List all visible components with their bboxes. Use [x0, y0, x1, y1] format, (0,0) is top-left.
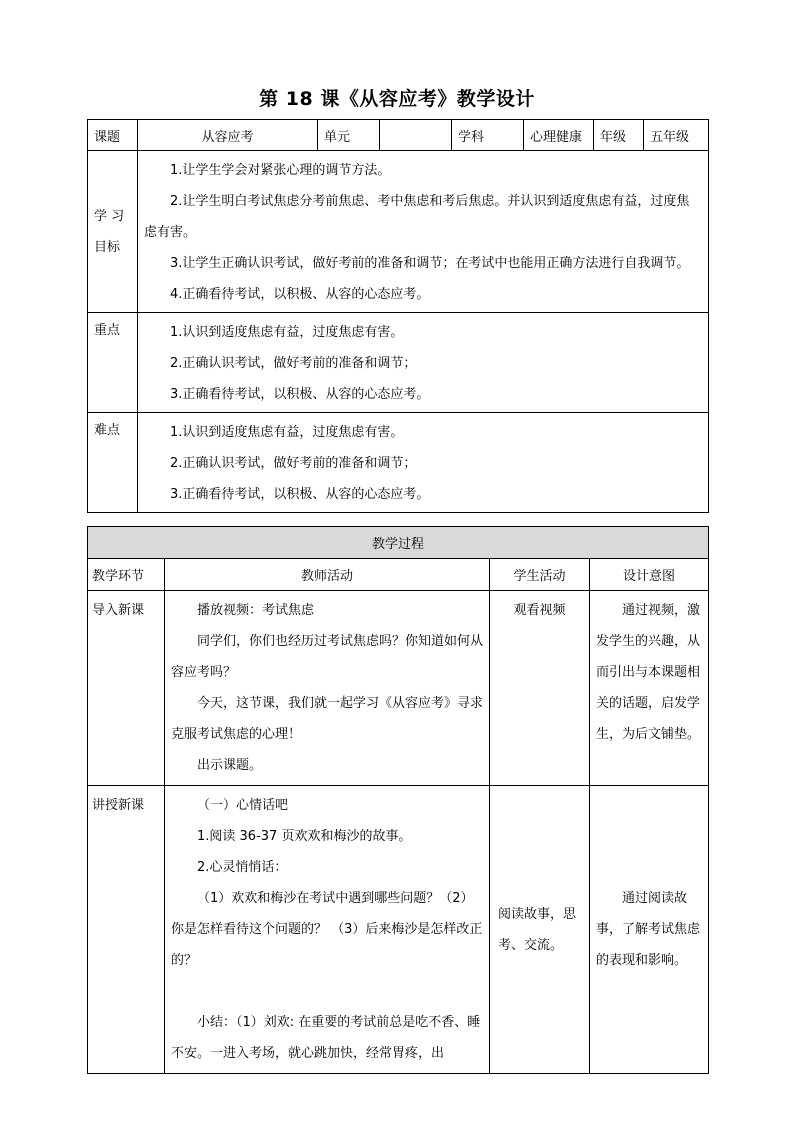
process-column-header	[88, 559, 709, 591]
objectives-label: 学 习 目标	[88, 151, 138, 313]
objectives-row	[88, 151, 709, 313]
column-teacher: 教师活动	[165, 559, 490, 591]
intro-stage: 导入新课	[88, 591, 165, 786]
lesson-label: 课题	[88, 120, 138, 151]
intro-teacher-line: 今天，这节课，我们就一起学习《从容应考》寻求克服考试焦虑的心理！	[171, 696, 484, 742]
key-point-item: 2.正确认识考试，做好考前的准备和调节；	[170, 356, 417, 371]
new-lesson-teacher-line: （1）欢欢和梅沙在考试中遇到哪些问题？（2）你是怎样看待这个问题的？ （3）后来梅沙是怎样改正的？	[171, 891, 483, 968]
new-lesson-stage: 讲授新课	[88, 786, 165, 1074]
column-stage: 教学环节	[88, 559, 165, 591]
new-lesson-teacher-line: 小结：（1）刘欢: 在重要的考试前总是吃不香、睡不安。一进入考场，就心跳加快，经常胃疼，出	[171, 1015, 481, 1061]
difficulty-item: 2.正确认识考试，做好考前的准备和调节；	[170, 456, 417, 471]
key-points-row	[88, 313, 709, 413]
objective-item: 4.正确看待考试，以积极、从容的心态应考。	[170, 287, 430, 302]
objective-item: 1.让学生学会对紧张心理的调节方法。	[170, 163, 391, 178]
intro-row	[88, 591, 709, 786]
intro-design-intent	[590, 591, 709, 786]
new-lesson-teacher-line	[171, 976, 483, 1007]
unit-value	[380, 120, 452, 151]
objectives-content	[138, 151, 709, 313]
intro-intent-text: 通过视频，激发学生的兴趣，从而引出与本课题相关的话题，启发学生，为后文铺垫。	[596, 603, 701, 742]
process-title-row	[88, 527, 709, 559]
intro-teacher-activity	[165, 591, 490, 786]
intro-teacher-line: 出示课题。	[197, 758, 263, 773]
new-lesson-teacher-line: 1.阅读 36-37 页欢欢和梅沙的故事。	[197, 829, 412, 844]
new-lesson-student-activity: 阅读故事，思考、交流。	[490, 786, 590, 1074]
subject-label: 学科	[452, 120, 524, 151]
key-points-content	[138, 313, 709, 413]
column-student: 学生活动	[490, 559, 590, 591]
difficulties-row	[88, 413, 709, 513]
new-lesson-row	[88, 786, 709, 1074]
grade-label: 年级	[594, 120, 644, 151]
difficulty-item: 3.正确看待考试，以积极、从容的心态应考。	[170, 487, 430, 502]
new-lesson-teacher-line: （一）心情话吧	[197, 798, 289, 813]
unit-label: 单元	[318, 120, 380, 151]
difficulties-label: 难点	[88, 413, 138, 513]
column-intent: 设计意图	[590, 559, 709, 591]
objective-item: 2.让学生明白考试焦虑分考前焦虑、考中焦虑和考后焦虑。并认识到适度焦虑有益，过度焦虑有害。	[144, 194, 690, 240]
key-points-label: 重点	[88, 313, 138, 413]
intro-teacher-line: 播放视频：考试焦虑	[197, 603, 315, 618]
new-lesson-intent-text: 通过阅读故事，了解考试焦虑的表现和影响。	[596, 891, 701, 968]
process-title: 教学过程	[88, 527, 709, 559]
difficulties-content	[138, 413, 709, 513]
intro-teacher-line: 同学们，你们也经历过考试焦虑吗？你知道如何从容应考吗？	[171, 634, 484, 680]
new-lesson-teacher-line: 2.心灵悄悄话：	[197, 860, 288, 875]
page-title: 第 18 课《从容应考》教学设计	[259, 88, 535, 110]
objective-item: 3.让学生正确认识考试，做好考前的准备和调节；在考试中也能用正确方法进行自我调节。	[170, 256, 690, 271]
grade-value: 五年级	[644, 120, 709, 151]
subject-value: 心理健康	[524, 120, 594, 151]
lesson-info-table	[87, 119, 709, 513]
new-lesson-teacher-activity	[165, 786, 490, 1074]
teaching-process-table	[87, 526, 709, 1074]
key-point-item: 3.正确看待考试，以积极、从容的心态应考。	[170, 387, 430, 402]
difficulty-item: 1.认识到适度焦虑有益，过度焦虑有害。	[170, 425, 404, 440]
lesson-value: 从容应考	[138, 120, 318, 151]
new-lesson-design-intent	[590, 786, 709, 1074]
lesson-header-row	[88, 120, 709, 151]
key-point-item: 1.认识到适度焦虑有益，过度焦虑有害。	[170, 325, 404, 340]
intro-student-activity: 观看视频	[490, 591, 590, 786]
